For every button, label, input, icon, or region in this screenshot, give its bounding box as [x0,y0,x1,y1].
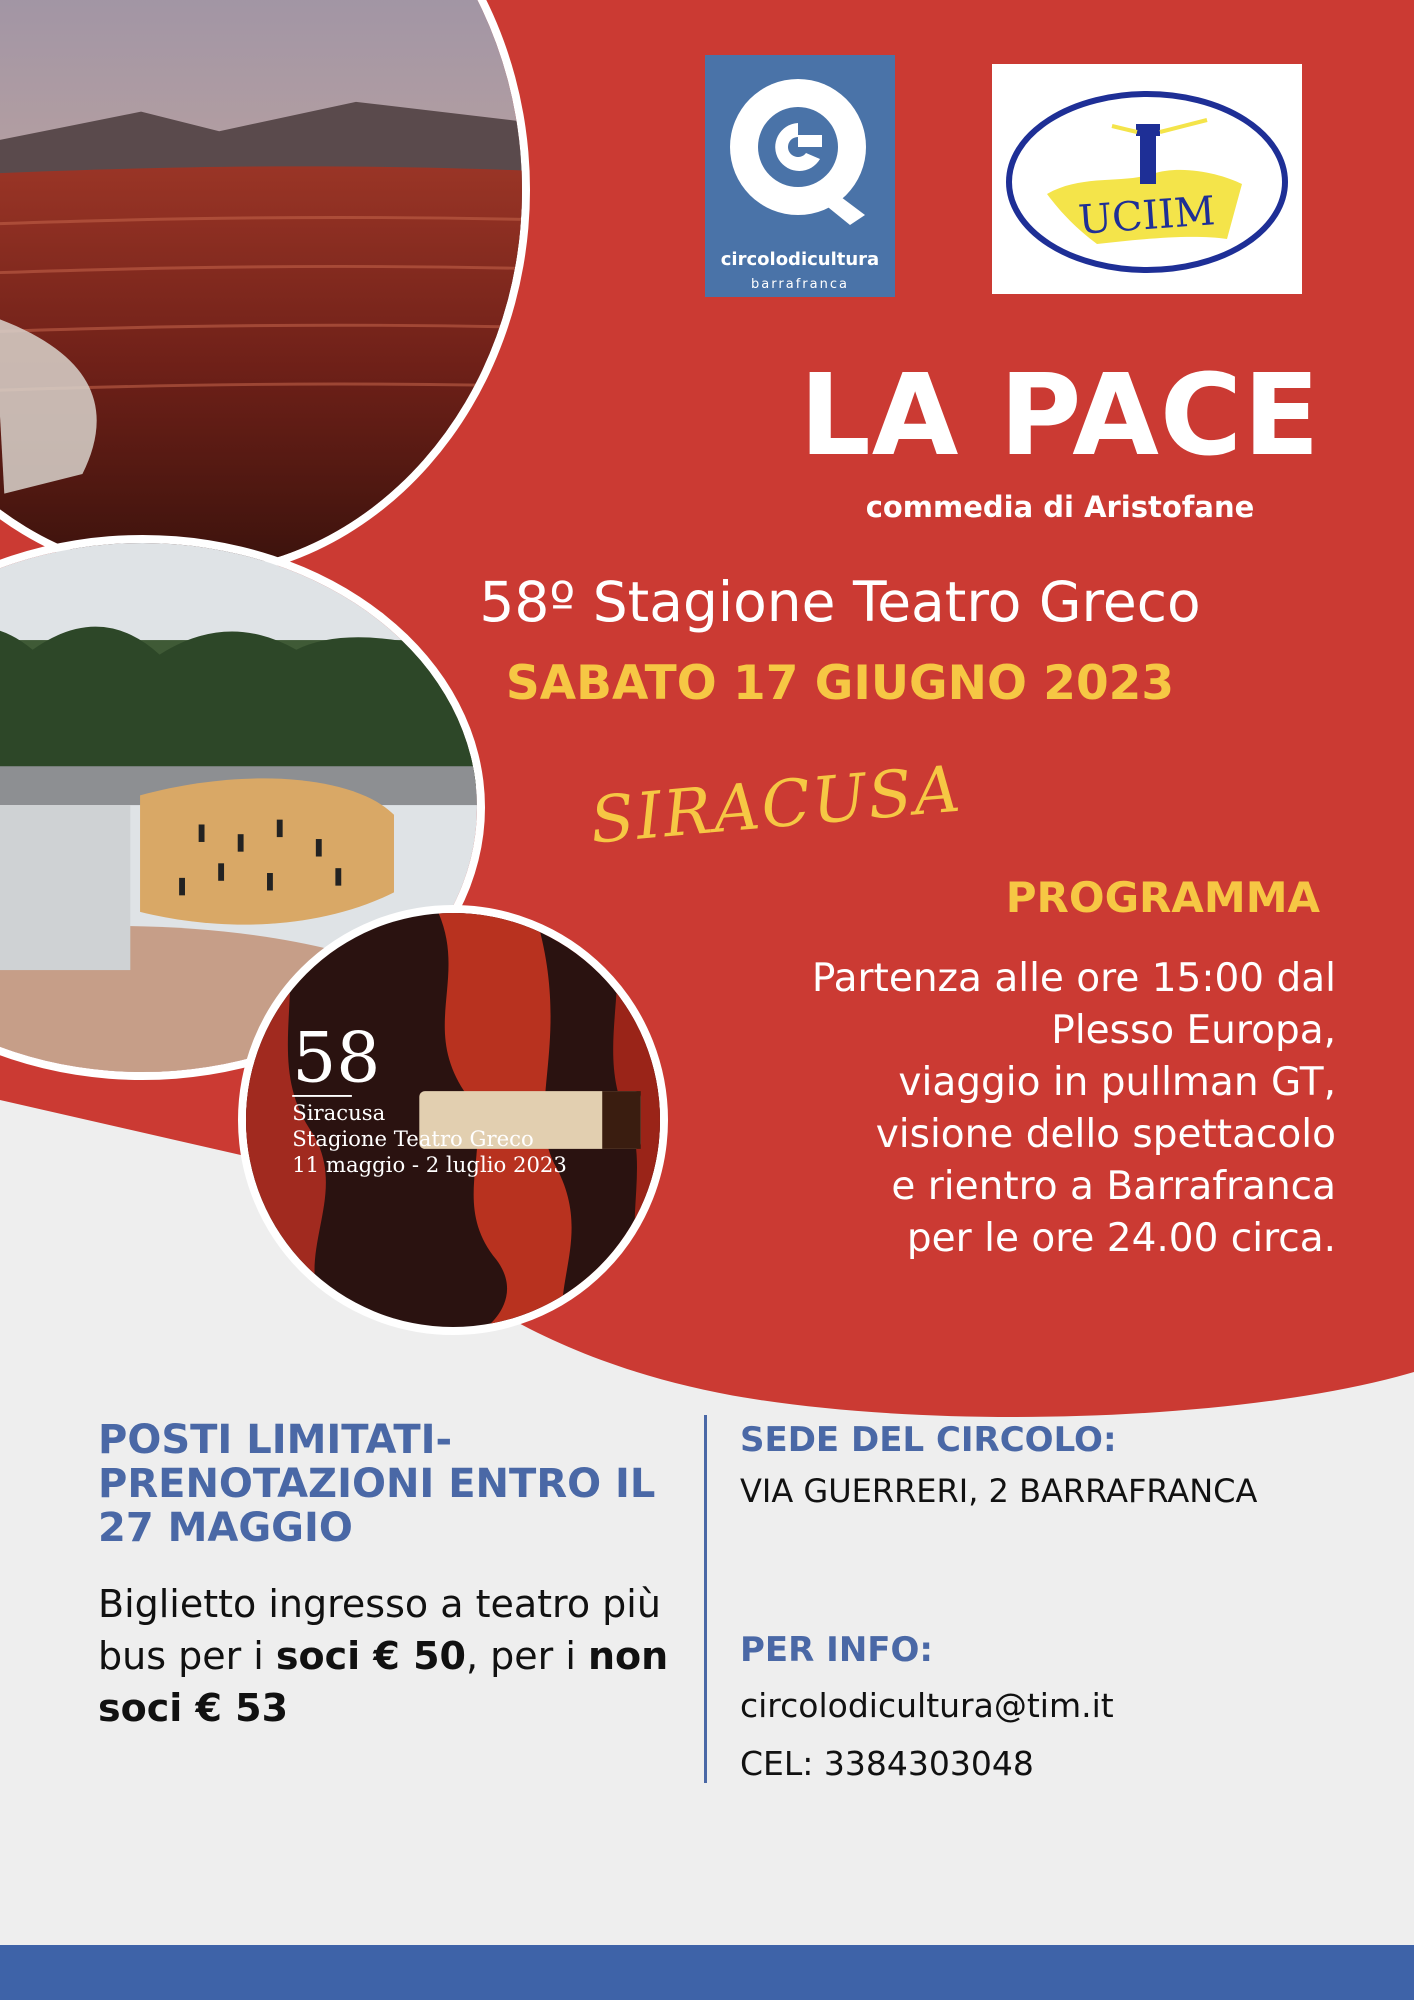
info-label: PER INFO: [740,1630,933,1670]
event-subtitle: commedia di Aristofane [865,490,1255,524]
circolo-logo-place: barrafranca [751,277,849,292]
ticket-mid: , per i [465,1634,588,1678]
programma-line: e rientro a Barrafranca [891,1164,1336,1209]
ticket-price-text [98,1578,688,1734]
programma-line: Partenza alle ore 15:00 dal [811,956,1336,1001]
sede-address: VIA GUERRERI, 2 BARRAFRANCA [740,1472,1258,1510]
poster-city: Siracusa [292,1100,386,1125]
event-title: LA PACE [799,351,1321,481]
booking-title: POSTI LIMITATI- PRENOTAZIONI ENTRO IL 27 MAGGIO [98,1417,656,1551]
column-divider [704,1415,707,1783]
uciim-logo [992,64,1302,294]
season-poster-image [238,905,668,1335]
programma-line: viaggio in pullman GT, [898,1060,1336,1105]
circolo-logo-name: circolodicultura [720,249,880,270]
soci-price: soci € 50 [275,1634,466,1678]
season-line: 58º Stagione Teatro Greco [479,570,1201,634]
programma-line: per le ore 24.00 circa. [906,1216,1336,1261]
programma-line: Plesso Europa, [1051,1008,1336,1053]
programma-line: visione dello spettacolo [875,1112,1336,1157]
circolodicultura-logo [705,55,895,297]
programma-text [700,953,1336,1265]
sede-label: SEDE DEL CIRCOLO: [740,1420,1117,1460]
ticket-intro: Biglietto ingresso a teatro più bus per i [98,1582,661,1678]
info-phone[interactable]: CEL: 3384303048 [740,1744,1034,1783]
poster-line: Stagione Teatro Greco [292,1125,534,1151]
event-city: SIRACUSA [587,752,965,859]
poster-number: 58 [292,1018,381,1099]
programma-title: PROGRAMMA [1005,873,1320,922]
bottom-bar [0,1945,1414,2000]
uciim-logo-text: UCIIM [1076,188,1217,244]
event-date: SABATO 17 GIUGNO 2023 [505,656,1175,711]
info-email[interactable]: circolodicultura@tim.it [740,1686,1114,1725]
poster-dates: 11 maggio - 2 luglio 2023 [292,1151,567,1177]
non-soci-price: non soci € 53 [98,1634,669,1730]
